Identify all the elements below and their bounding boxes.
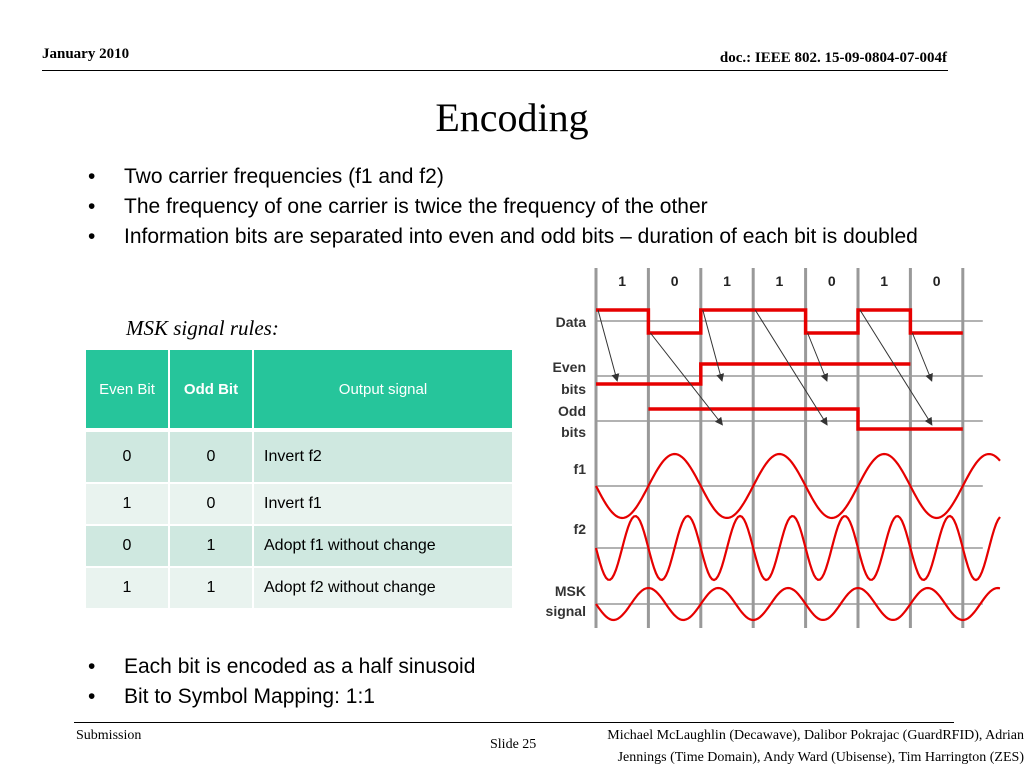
output-cell: Adopt f2 without change — [253, 567, 513, 609]
row-label-f1: f1 — [573, 461, 586, 477]
output-cell: Invert f2 — [253, 430, 513, 483]
msk-rules-table — [86, 350, 514, 610]
bullet-text: Information bits are separated into even and odd bits – duration of each bit is doubled — [124, 225, 918, 248]
bit-label: 1 — [775, 273, 784, 289]
top-bullet-list — [86, 162, 956, 252]
bullet-item — [86, 652, 686, 682]
bullet-item — [86, 222, 956, 252]
bit-label: 1 — [723, 273, 731, 289]
bit-label: 0 — [670, 273, 679, 289]
row-label-odd: Odd — [558, 403, 586, 419]
odd-bit-cell: 1 — [169, 525, 253, 567]
bullet-item — [86, 682, 686, 712]
header-even-bit: Even Bit — [86, 350, 169, 430]
output-cell: Adopt f1 without change — [253, 525, 513, 567]
bullet-text: Two carrier frequencies (f1 and f2) — [124, 165, 444, 188]
row-label-even: Even — [552, 359, 586, 375]
even-bit-cell: 0 — [86, 430, 169, 483]
bullet-dot: • — [88, 655, 96, 678]
bit-label: 1 — [618, 273, 627, 289]
bottom-bullet-list — [86, 652, 686, 712]
even-bit-cell: 0 — [86, 525, 169, 567]
footer-authors — [512, 725, 1024, 769]
rules-heading: MSK signal rules: — [126, 316, 279, 340]
msk-waveform-diagram — [536, 262, 1010, 630]
bullet-dot: • — [88, 165, 96, 188]
row-label-f2: f2 — [573, 521, 586, 537]
row-label-data: Data — [555, 314, 586, 330]
bullet-item — [86, 192, 956, 222]
row-label-even-bits: bits — [561, 381, 586, 397]
bit-label: 0 — [932, 273, 941, 289]
table-row — [86, 483, 513, 525]
bit-label: 1 — [880, 273, 889, 289]
row-label-msk-signal: signal — [545, 603, 586, 619]
table-row — [86, 430, 513, 483]
footer-slide-number: Slide 25 — [490, 737, 537, 752]
footer-authors-line: Jennings (Time Domain), Andy Ward (Ubisense), Tim Harrington (ZES) — [617, 750, 1024, 765]
header-odd-bit: Odd Bit — [169, 350, 253, 430]
footer-submission: Submission — [76, 728, 142, 743]
table-row — [86, 567, 513, 609]
bullet-dot: • — [88, 195, 96, 218]
bullet-dot: • — [88, 225, 96, 248]
footer-authors-line: Michael McLaughlin (Decawave), Dalibor Pokrajac (GuardRFID), Adrian — [607, 728, 1024, 743]
header-rule — [42, 70, 948, 71]
bullet-dot: • — [88, 685, 96, 708]
bullet-item — [86, 162, 956, 192]
bullet-text: Bit to Symbol Mapping: 1:1 — [124, 685, 375, 708]
bullet-text: The frequency of one carrier is twice the frequency of the other — [124, 195, 708, 218]
odd-bit-cell: 1 — [169, 567, 253, 609]
row-label-odd-bits: bits — [561, 424, 586, 440]
bit-label: 0 — [827, 273, 836, 289]
even-bit-cell: 1 — [86, 567, 169, 609]
odd-bit-cell: 0 — [169, 483, 253, 525]
output-cell: Invert f1 — [253, 483, 513, 525]
row-label-msk: MSK — [554, 583, 586, 599]
header-date: January 2010 — [42, 46, 130, 62]
odd-bit-cell: 0 — [169, 430, 253, 483]
bullet-text: Each bit is encoded as a half sinusoid — [124, 655, 476, 678]
slide-title: Encoding — [435, 95, 589, 140]
header-doc-id: doc.: IEEE 802. 15-09-0804-07-004f — [719, 50, 947, 66]
header-output-signal: Output signal — [253, 350, 513, 430]
even-bit-cell: 1 — [86, 483, 169, 525]
footer-rule — [74, 722, 954, 723]
table-row — [86, 525, 513, 567]
